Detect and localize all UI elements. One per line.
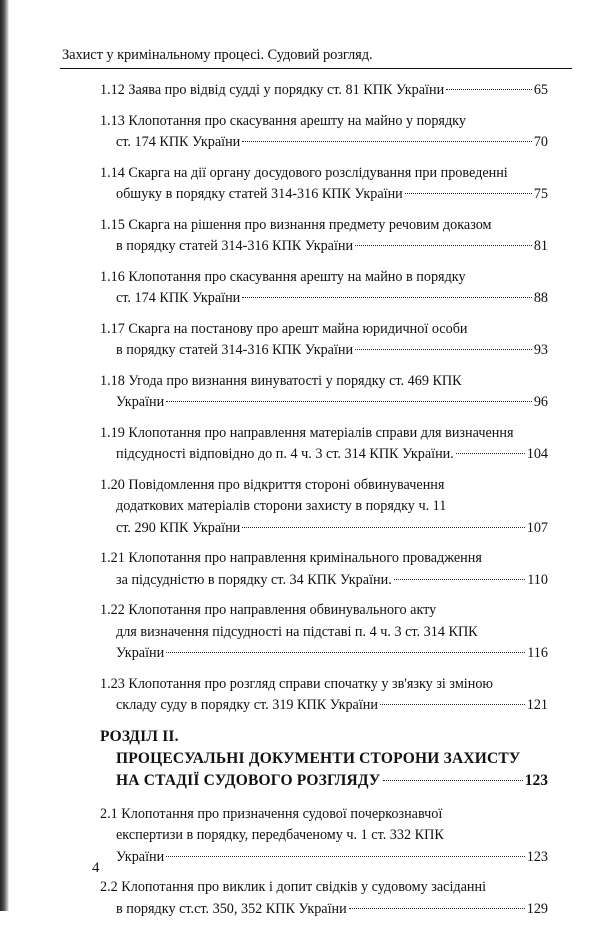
toc-page-number: 123 [526, 848, 548, 865]
toc-entry-text: 1.16 Клопотання про скасування арешту на майно в порядку [100, 268, 466, 285]
page-binding-edge [0, 0, 9, 911]
dot-leader [166, 401, 532, 402]
toc-entry-last-line [100, 643, 548, 665]
toc-entry[interactable] [100, 163, 548, 206]
dot-leader [166, 652, 525, 653]
toc-page-number: 70 [533, 134, 548, 150]
toc-entry[interactable] [100, 475, 548, 540]
toc-entry-last-line [100, 847, 548, 869]
dot-leader [349, 908, 525, 909]
toc-entry-text: 1.22 Клопотання про направлення обвинувального акту [100, 602, 437, 618]
section-last-line [100, 770, 548, 792]
toc-entry-text: в порядку статей 314-316 КПК України [116, 238, 354, 254]
toc-entry[interactable] [100, 877, 548, 920]
toc-entry-text: за підсудністю в порядку ст. 34 КПК України. [116, 571, 392, 588]
toc-entry-text: України [116, 848, 165, 865]
dot-leader [242, 297, 532, 298]
toc-entry-last-line [100, 570, 548, 592]
toc-entry-text: ст. 174 КПК України [116, 290, 241, 306]
header-rule [60, 68, 572, 69]
toc-page-number: 93 [533, 342, 548, 358]
toc-entry-text: 1.18 Угода про визнання винуватості у порядку ст. 469 КПК [100, 372, 462, 389]
section-subtitle-end: НА СТАДІЇ СУДОВОГО РОЗГЛЯДУ [116, 771, 381, 789]
toc-entry[interactable] [100, 423, 548, 466]
toc-entry-text: 1.23 Клопотання про розгляд справи спочатку у зв'язку зі зміною [100, 675, 494, 692]
toc-entry[interactable] [100, 674, 548, 717]
toc-page-number: 88 [533, 290, 548, 306]
toc-entry-last-line [100, 444, 548, 466]
toc-entry-last-line [100, 518, 548, 540]
page-number: 4 [92, 860, 100, 876]
running-header: Захист у кримінальному процесі. Судовий розгляд. [62, 47, 373, 63]
table-of-contents [100, 80, 548, 929]
toc-entry-text: 1.19 Клопотання про направлення матеріалів справи для визначення [100, 424, 514, 441]
toc-page-number: 96 [533, 394, 548, 410]
dot-leader [446, 89, 532, 90]
toc-entry-text: 2.1 Клопотання про призначення судової почеркознавчої [100, 805, 443, 822]
toc-entry-text: 1.12 Заява про відвід судді у порядку ст. 81 КПК України [100, 82, 445, 98]
toc-entry-text: в порядку ст.ст. 350, 352 КПК України [116, 900, 347, 917]
toc-entry-text: 1.21 Клопотання про направлення кримінального провадження [100, 550, 482, 566]
toc-page-number: 75 [533, 186, 548, 202]
toc-entry[interactable] [100, 548, 548, 591]
toc-entry-text: складу суду в порядку ст. 319 КПК України [116, 697, 378, 713]
dot-leader [405, 193, 532, 194]
toc-entry-text: додаткових матеріалів сторони захисту в порядку ч. 11 [116, 498, 447, 514]
toc-entry-text: 1.20 Повідомлення про відкриття стороні обвинувачення [100, 476, 445, 493]
toc-entry-text: експертизи в порядку, передбаченому ч. 1 ст. 332 КПК [116, 827, 444, 843]
toc-entry-last-line [100, 236, 548, 258]
toc-entry-text: 1.14 Скарга на дії органу досудового розслідування при проведенні [100, 164, 508, 181]
section-title: РОЗДІЛ ІІ. [100, 727, 179, 745]
toc-entry-last-line [100, 80, 548, 102]
toc-entry-text: підсудності відповідно до п. 4 ч. 3 ст. 314 КПК України. [116, 446, 454, 462]
toc-entry[interactable] [100, 111, 548, 154]
toc-entry-last-line [100, 132, 548, 154]
dot-leader [166, 856, 525, 857]
toc-page-number: 121 [526, 697, 548, 713]
toc-page-number: 81 [533, 238, 548, 254]
toc-entry-last-line [100, 340, 548, 362]
toc-entry-last-line [100, 695, 548, 717]
dot-leader [355, 245, 532, 246]
toc-entry[interactable] [100, 600, 548, 665]
toc-entry-text: 1.13 Клопотання про скасування арешту на майно у порядку [100, 112, 466, 129]
toc-entry-text: обшуку в порядку статей 314-316 КПК України [116, 186, 403, 202]
toc-entry-text: 2.2 Клопотання про виклик і допит свідків у судовому засіданні [100, 879, 487, 895]
toc-entry-last-line [100, 288, 548, 310]
dot-leader [355, 349, 532, 350]
dot-leader [380, 704, 525, 705]
toc-part-2 [100, 804, 548, 921]
toc-entry[interactable] [100, 267, 548, 310]
toc-entry-text: для визначення підсудності на підставі п. 4 ч. 3 ст. 314 КПК [116, 623, 478, 640]
toc-entry-text: 1.15 Скарга на рішення про визнання предмету речовим доказом [100, 216, 492, 233]
section-page-number: 123 [524, 771, 548, 789]
dot-leader [456, 453, 525, 454]
toc-entry[interactable] [100, 215, 548, 258]
toc-entry[interactable] [100, 371, 548, 414]
toc-part-1 [100, 80, 548, 717]
toc-entry-last-line [100, 899, 548, 921]
dot-leader [242, 141, 532, 142]
section-heading [100, 726, 548, 792]
toc-page-number: 110 [527, 571, 548, 588]
toc-entry[interactable] [100, 319, 548, 362]
section-subtitle: ПРОЦЕСУАЛЬНІ ДОКУМЕНТИ СТОРОНИ ЗАХИСТУ [116, 749, 521, 767]
toc-entry[interactable] [100, 80, 548, 102]
toc-entry-text: в порядку статей 314-316 КПК України [116, 342, 354, 358]
toc-entry-last-line [100, 184, 548, 206]
toc-entry[interactable] [100, 804, 548, 869]
toc-entry-text: України [116, 645, 165, 661]
toc-page-number: 129 [526, 900, 548, 917]
toc-entry-text: ст. 174 КПК України [116, 134, 241, 150]
toc-entry-text: ст. 290 КПК України [116, 519, 241, 536]
toc-page-number: 107 [526, 519, 548, 536]
toc-entry-text: України [116, 394, 165, 410]
dot-leader [242, 527, 524, 528]
dot-leader [383, 780, 523, 781]
toc-page-number: 104 [526, 446, 548, 462]
toc-page-number: 116 [527, 645, 548, 661]
dot-leader [394, 579, 525, 580]
toc-page-number: 65 [533, 82, 548, 98]
toc-entry-last-line [100, 392, 548, 414]
toc-entry-text: 1.17 Скарга на постанову про арешт майна юридичної особи [100, 320, 468, 337]
